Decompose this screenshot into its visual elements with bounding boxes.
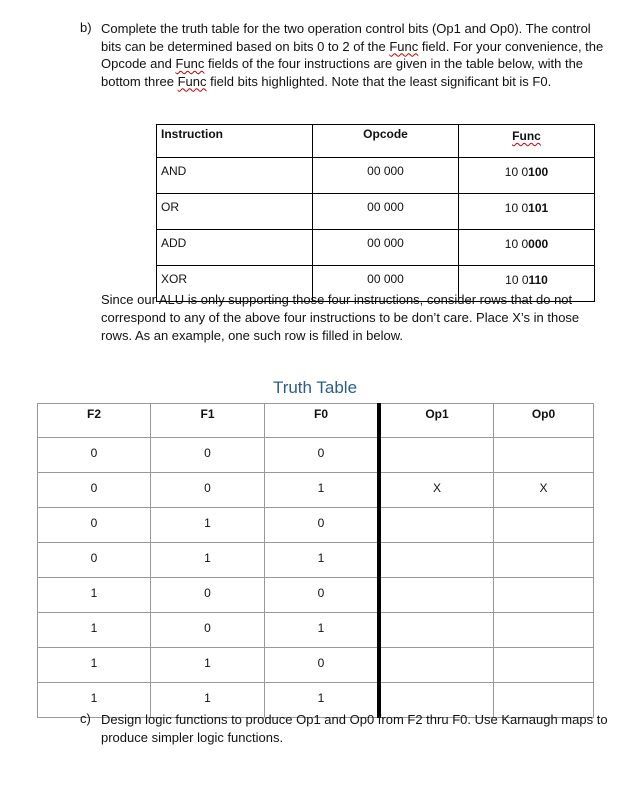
f1-cell: 1 xyxy=(151,508,265,543)
op1-cell[interactable] xyxy=(379,508,494,543)
truth-table-row xyxy=(38,508,594,543)
header-op1: Op1 xyxy=(379,404,494,438)
instruction-row xyxy=(157,230,595,266)
truth-table-row xyxy=(38,473,594,508)
instruction-cell: OR xyxy=(157,194,313,230)
opcode-cell: 00 000 xyxy=(313,194,459,230)
instruction-row xyxy=(157,194,595,230)
op0-cell[interactable] xyxy=(494,508,594,543)
op0-cell[interactable] xyxy=(494,438,594,473)
op1-cell[interactable] xyxy=(379,578,494,613)
op0-cell[interactable]: X xyxy=(494,473,594,508)
f0-cell: 1 xyxy=(265,543,380,578)
header-op0: Op0 xyxy=(494,404,594,438)
question-c-label: c) xyxy=(80,711,91,726)
op1-cell[interactable] xyxy=(379,543,494,578)
f1-cell: 0 xyxy=(151,578,265,613)
func-cell: 10 0101 xyxy=(459,194,595,230)
header-f0: F0 xyxy=(265,404,380,438)
opcode-cell: 00 000 xyxy=(313,230,459,266)
f0-cell: 1 xyxy=(265,683,380,718)
header-opcode: Opcode xyxy=(313,125,459,158)
op1-cell[interactable]: X xyxy=(379,473,494,508)
op1-cell[interactable] xyxy=(379,613,494,648)
f2-cell: 1 xyxy=(38,613,151,648)
func-cell: 10 0100 xyxy=(459,158,595,194)
truth-table xyxy=(37,403,594,718)
f2-cell: 0 xyxy=(38,508,151,543)
f1-cell: 1 xyxy=(151,683,265,718)
func-cell: 10 0110 xyxy=(459,266,595,302)
op0-cell[interactable] xyxy=(494,648,594,683)
instruction-cell: ADD xyxy=(157,230,313,266)
question-c-text: Design logic functions to produce Op1 and Op0 from F2 thru F0. Use Karnaugh maps to produce simpler logic functions. xyxy=(101,712,608,745)
f0-cell: 1 xyxy=(265,613,380,648)
f1-cell: 1 xyxy=(151,648,265,683)
f2-cell: 1 xyxy=(38,648,151,683)
op0-cell[interactable] xyxy=(494,578,594,613)
f0-cell: 0 xyxy=(265,508,380,543)
op1-cell[interactable] xyxy=(379,438,494,473)
f0-cell: 0 xyxy=(265,648,380,683)
instruction-row xyxy=(157,158,595,194)
f0-cell: 1 xyxy=(265,473,380,508)
func-word: Func xyxy=(175,56,205,71)
f1-cell: 0 xyxy=(151,473,265,508)
op1-cell[interactable] xyxy=(379,648,494,683)
truth-table-row xyxy=(38,648,594,683)
truth-table-header xyxy=(38,404,594,438)
f0-cell: 0 xyxy=(265,438,380,473)
dont-care-note: Since our ALU is only supporting those four instructions, consider rows that do not correspond to any of the above four instructions to be don’t care. Place X’s in those rows. As an example, one such row is filled in below. xyxy=(101,292,580,343)
op0-cell[interactable] xyxy=(494,543,594,578)
f1-cell: 1 xyxy=(151,543,265,578)
instruction-table xyxy=(156,124,595,302)
instruction-table-header xyxy=(157,125,595,158)
f0-cell: 0 xyxy=(265,578,380,613)
truth-table-title: Truth Table xyxy=(272,378,358,397)
instruction-cell: AND xyxy=(157,158,313,194)
f2-cell: 1 xyxy=(38,683,151,718)
truth-table-row xyxy=(38,543,594,578)
header-func: Func xyxy=(459,125,595,158)
question-b-text: Complete the truth table for the two operation control bits (Op1 and Op0). The control bits can be determined based on bits 0 to 2 of the Func field. For your convenience, the Opcode and Func fields of the four instructions are given in the table below, with the bottom three Func field bits highlighted. Note that the least significant bit is F0. xyxy=(101,21,604,89)
op0-cell[interactable] xyxy=(494,613,594,648)
f2-cell: 1 xyxy=(38,578,151,613)
f1-cell: 0 xyxy=(151,613,265,648)
question-b-label: b) xyxy=(80,20,92,35)
f1-cell: 0 xyxy=(151,438,265,473)
func-word: Func xyxy=(389,38,419,54)
func-word: Func xyxy=(177,73,207,89)
header-f1: F1 xyxy=(151,404,265,438)
header-instruction: Instruction xyxy=(157,125,313,158)
f2-cell: 0 xyxy=(38,473,151,508)
header-f2: F2 xyxy=(38,404,151,438)
func-cell: 10 0000 xyxy=(459,230,595,266)
truth-table-row xyxy=(38,578,594,613)
f2-cell: 0 xyxy=(38,438,151,473)
instruction-cell: XOR xyxy=(157,266,313,302)
truth-table-row xyxy=(38,438,594,473)
f2-cell: 0 xyxy=(38,543,151,578)
opcode-cell: 00 000 xyxy=(313,158,459,194)
truth-table-row xyxy=(38,613,594,648)
opcode-cell: 00 000 xyxy=(313,266,459,302)
